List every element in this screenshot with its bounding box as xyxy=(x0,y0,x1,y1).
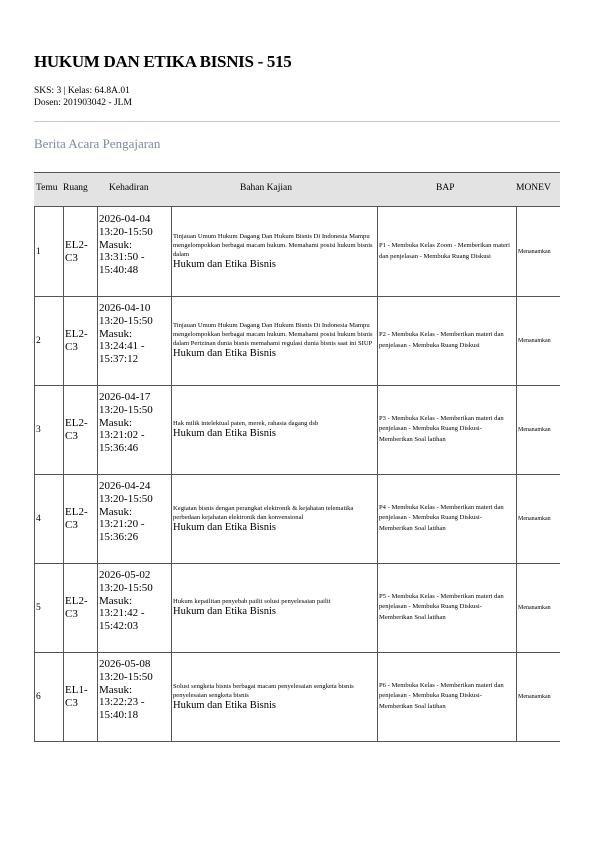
header-ruang: Ruang xyxy=(63,183,88,193)
attendance-cell xyxy=(99,302,171,366)
check-out-time: 15:40:48 xyxy=(99,264,139,277)
table-row xyxy=(34,652,560,742)
table-row xyxy=(34,207,560,297)
column-divider xyxy=(34,652,35,741)
column-divider xyxy=(377,563,378,652)
meeting-time: 13:20-15:50 xyxy=(99,314,153,327)
course-name: Hukum dan Etika Bisnis xyxy=(173,348,276,359)
check-in-time: 13:22:23 - xyxy=(99,696,145,709)
meeting-time: 13:20-15:50 xyxy=(99,581,153,594)
check-out-time: 15:40:18 xyxy=(99,709,139,722)
attendance-cell xyxy=(99,569,171,633)
column-divider xyxy=(63,474,64,563)
meeting-date: 2026-04-24 xyxy=(99,480,151,492)
attendance-cell xyxy=(99,391,171,455)
table-row xyxy=(34,296,560,386)
study-material-text: Tinjauan Umum Hukum Dagang Dan Hukum Bisnis Di Indonesia Mampu mengelompokkan berbagai macam hukum. Memahami posisi hukum bisnis dalam xyxy=(173,233,373,258)
header-temu: Temu xyxy=(36,183,58,193)
check-in-label: Masuk: xyxy=(99,327,132,340)
check-in-label: Masuk: xyxy=(99,416,132,429)
check-in-label: Masuk: xyxy=(99,505,132,518)
column-divider xyxy=(171,652,172,741)
column-divider xyxy=(63,296,64,385)
check-in-label: Masuk: xyxy=(99,683,132,696)
meeting-number: 1 xyxy=(36,246,41,257)
column-divider xyxy=(63,207,64,296)
room-code: EL2-C3 xyxy=(65,416,88,442)
study-material-cell xyxy=(173,232,375,271)
table-header xyxy=(34,172,560,207)
course-name: Hukum dan Etika Bisnis xyxy=(173,259,276,270)
column-divider xyxy=(516,652,517,741)
bap-text: P4 - Membuka Kelas - Memberikan materi dan penjelasan - Membuka Ruang Diskusi- Memberikan Soal latihan xyxy=(379,503,504,532)
monev-text: Menanamkan xyxy=(518,337,551,344)
monev-text: Menanamkan xyxy=(518,515,551,522)
check-in-time: 13:24:41 - xyxy=(99,340,145,353)
monev-text: Menanamkan xyxy=(518,693,551,700)
meeting-time: 13:20-15:50 xyxy=(99,492,153,505)
column-divider xyxy=(516,563,517,652)
room-code: EL2-C3 xyxy=(65,327,88,353)
room-code: EL2-C3 xyxy=(65,238,88,264)
bap-text: P2 - Membuka Kelas - Memberikan materi dan penjelasan - Membuka Ruang Diskusi xyxy=(379,331,504,349)
header-kehadiran: Kehadiran xyxy=(109,183,149,193)
room-code: EL1-C3 xyxy=(65,683,88,709)
bap-text: P5 - Membuka Kelas - Memberikan materi dan penjelasan - Membuka Ruang Diskusi- Memberikan Soal latihan xyxy=(379,592,504,621)
room-code: EL2-C3 xyxy=(65,505,88,531)
column-divider xyxy=(63,563,64,652)
course-name: Hukum dan Etika Bisnis xyxy=(173,699,276,711)
attendance-cell xyxy=(99,213,171,277)
check-out-time: 15:42:03 xyxy=(99,620,139,633)
meeting-date: 2026-04-10 xyxy=(99,302,151,314)
header-bahan-kajian: Bahan Kajian xyxy=(240,183,292,193)
column-divider xyxy=(63,385,64,474)
meeting-date: 2026-05-08 xyxy=(99,658,151,670)
check-in-time: 13:31:50 - xyxy=(99,251,145,264)
attendance-cell xyxy=(99,480,171,544)
study-material-text: Hak milik intelektual paten, merek, rahasia dagang dsb xyxy=(173,420,319,427)
meeting-date: 2026-04-04 xyxy=(99,213,151,225)
attendance-cell xyxy=(99,658,171,722)
room-code: EL2-C3 xyxy=(65,594,88,620)
study-material-cell xyxy=(173,321,375,360)
column-divider xyxy=(516,207,517,296)
meeting-number: 4 xyxy=(36,513,41,524)
meeting-time: 13:20-15:50 xyxy=(99,670,153,683)
check-in-label: Masuk: xyxy=(99,238,132,251)
column-divider xyxy=(34,474,35,563)
column-divider xyxy=(171,385,172,474)
column-divider xyxy=(171,296,172,385)
bap-text: P1 - Membuka Kelas Zoom - Memberikan materi dan penjelasan - Membuka Ruang Diskusi xyxy=(379,242,510,260)
column-divider xyxy=(97,207,98,296)
check-in-time: 13:21:42 - xyxy=(99,607,145,620)
course-name: Hukum dan Etika Bisnis xyxy=(173,521,276,533)
check-out-time: 15:37:12 xyxy=(99,353,139,366)
study-material-cell xyxy=(173,682,375,712)
course-name: Hukum dan Etika Bisnis xyxy=(173,606,276,617)
header-bap: BAP xyxy=(436,183,455,193)
column-divider xyxy=(34,563,35,652)
column-divider xyxy=(97,385,98,474)
meeting-number: 6 xyxy=(36,691,41,702)
bap-text: P6 - Membuka Kelas - Memberikan materi dan penjelasan - Membuka Ruang Diskusi- Memberikan Soal latihan xyxy=(379,681,504,710)
column-divider xyxy=(171,207,172,296)
bap-text: P3 - Membuka Kelas - Memberikan materi dan penjelasan - Membuka Ruang Diskusi- Memberikan Soal latihan xyxy=(379,414,504,443)
meeting-time: 13:20-15:50 xyxy=(99,225,153,238)
meeting-number: 3 xyxy=(36,424,41,435)
column-divider xyxy=(377,296,378,385)
column-divider xyxy=(516,474,517,563)
meeting-date: 2026-04-17 xyxy=(99,391,151,403)
monev-text: Menanamkan xyxy=(518,248,551,255)
meeting-date: 2026-05-02 xyxy=(99,569,151,581)
header-monev: MONEV xyxy=(516,183,551,193)
column-divider xyxy=(97,652,98,741)
column-divider xyxy=(377,652,378,741)
course-name: Hukum dan Etika Bisnis xyxy=(173,428,276,439)
column-divider xyxy=(516,385,517,474)
check-out-time: 15:36:46 xyxy=(99,442,139,455)
meeting-number: 2 xyxy=(36,335,41,346)
column-divider xyxy=(516,296,517,385)
column-divider xyxy=(34,296,35,385)
column-divider xyxy=(377,207,378,296)
study-material-text: Solusi sengketa bisnis berbagai macam penyelesaian sengketa bisnis penyelesaian sengketa bisnis xyxy=(173,682,354,699)
study-material-text: Kegiatan bisnis dengan perangkat elektronik & kejahatan telematika perbedaan kejahatan elektronik dan konvensional xyxy=(173,504,354,521)
column-divider xyxy=(377,385,378,474)
study-material-text: Tinjauan Umum Hukum Dagang Dan Hukum Bisnis Di Indonesia Mampu mengelompokkan berbagai macam hukum. Memahami posisi hukum bisnis dalam Perizinan dunia bisnis memahami regulasi dunia bisnis saat ini SIUP xyxy=(173,322,373,347)
check-in-label: Masuk: xyxy=(99,594,132,607)
table-row xyxy=(34,563,560,653)
study-material-text: Hukum kepailitan penyebab pailit solusi penyelesaian pailit xyxy=(173,598,331,605)
page-title: HUKUM DAN ETIKA BISNIS - 515 xyxy=(34,52,292,71)
monev-text: Menanamkan xyxy=(518,604,551,611)
monev-text: Menanamkan xyxy=(518,426,551,433)
column-divider xyxy=(171,563,172,652)
table-row xyxy=(34,474,560,564)
table-row xyxy=(34,385,560,475)
check-in-time: 13:21:02 - xyxy=(99,429,145,442)
course-info: SKS: 3 | Kelas: 64.8A.01 xyxy=(34,86,130,96)
column-divider xyxy=(34,207,35,296)
column-divider xyxy=(34,385,35,474)
column-divider xyxy=(97,474,98,563)
section-title: Berita Acara Pengajaran xyxy=(34,136,161,151)
check-in-time: 13:21:20 - xyxy=(99,518,145,531)
lecturer-info: Dosen: 201903042 - JLM xyxy=(34,98,132,108)
divider xyxy=(34,121,560,122)
column-divider xyxy=(63,652,64,741)
column-divider xyxy=(97,563,98,652)
meeting-number: 5 xyxy=(36,602,41,613)
column-divider xyxy=(97,296,98,385)
check-out-time: 15:36:26 xyxy=(99,531,139,544)
column-divider xyxy=(171,474,172,563)
study-material-cell xyxy=(173,419,375,440)
meeting-time: 13:20-15:50 xyxy=(99,403,153,416)
column-divider xyxy=(377,474,378,563)
study-material-cell xyxy=(173,504,375,534)
study-material-cell xyxy=(173,597,375,618)
